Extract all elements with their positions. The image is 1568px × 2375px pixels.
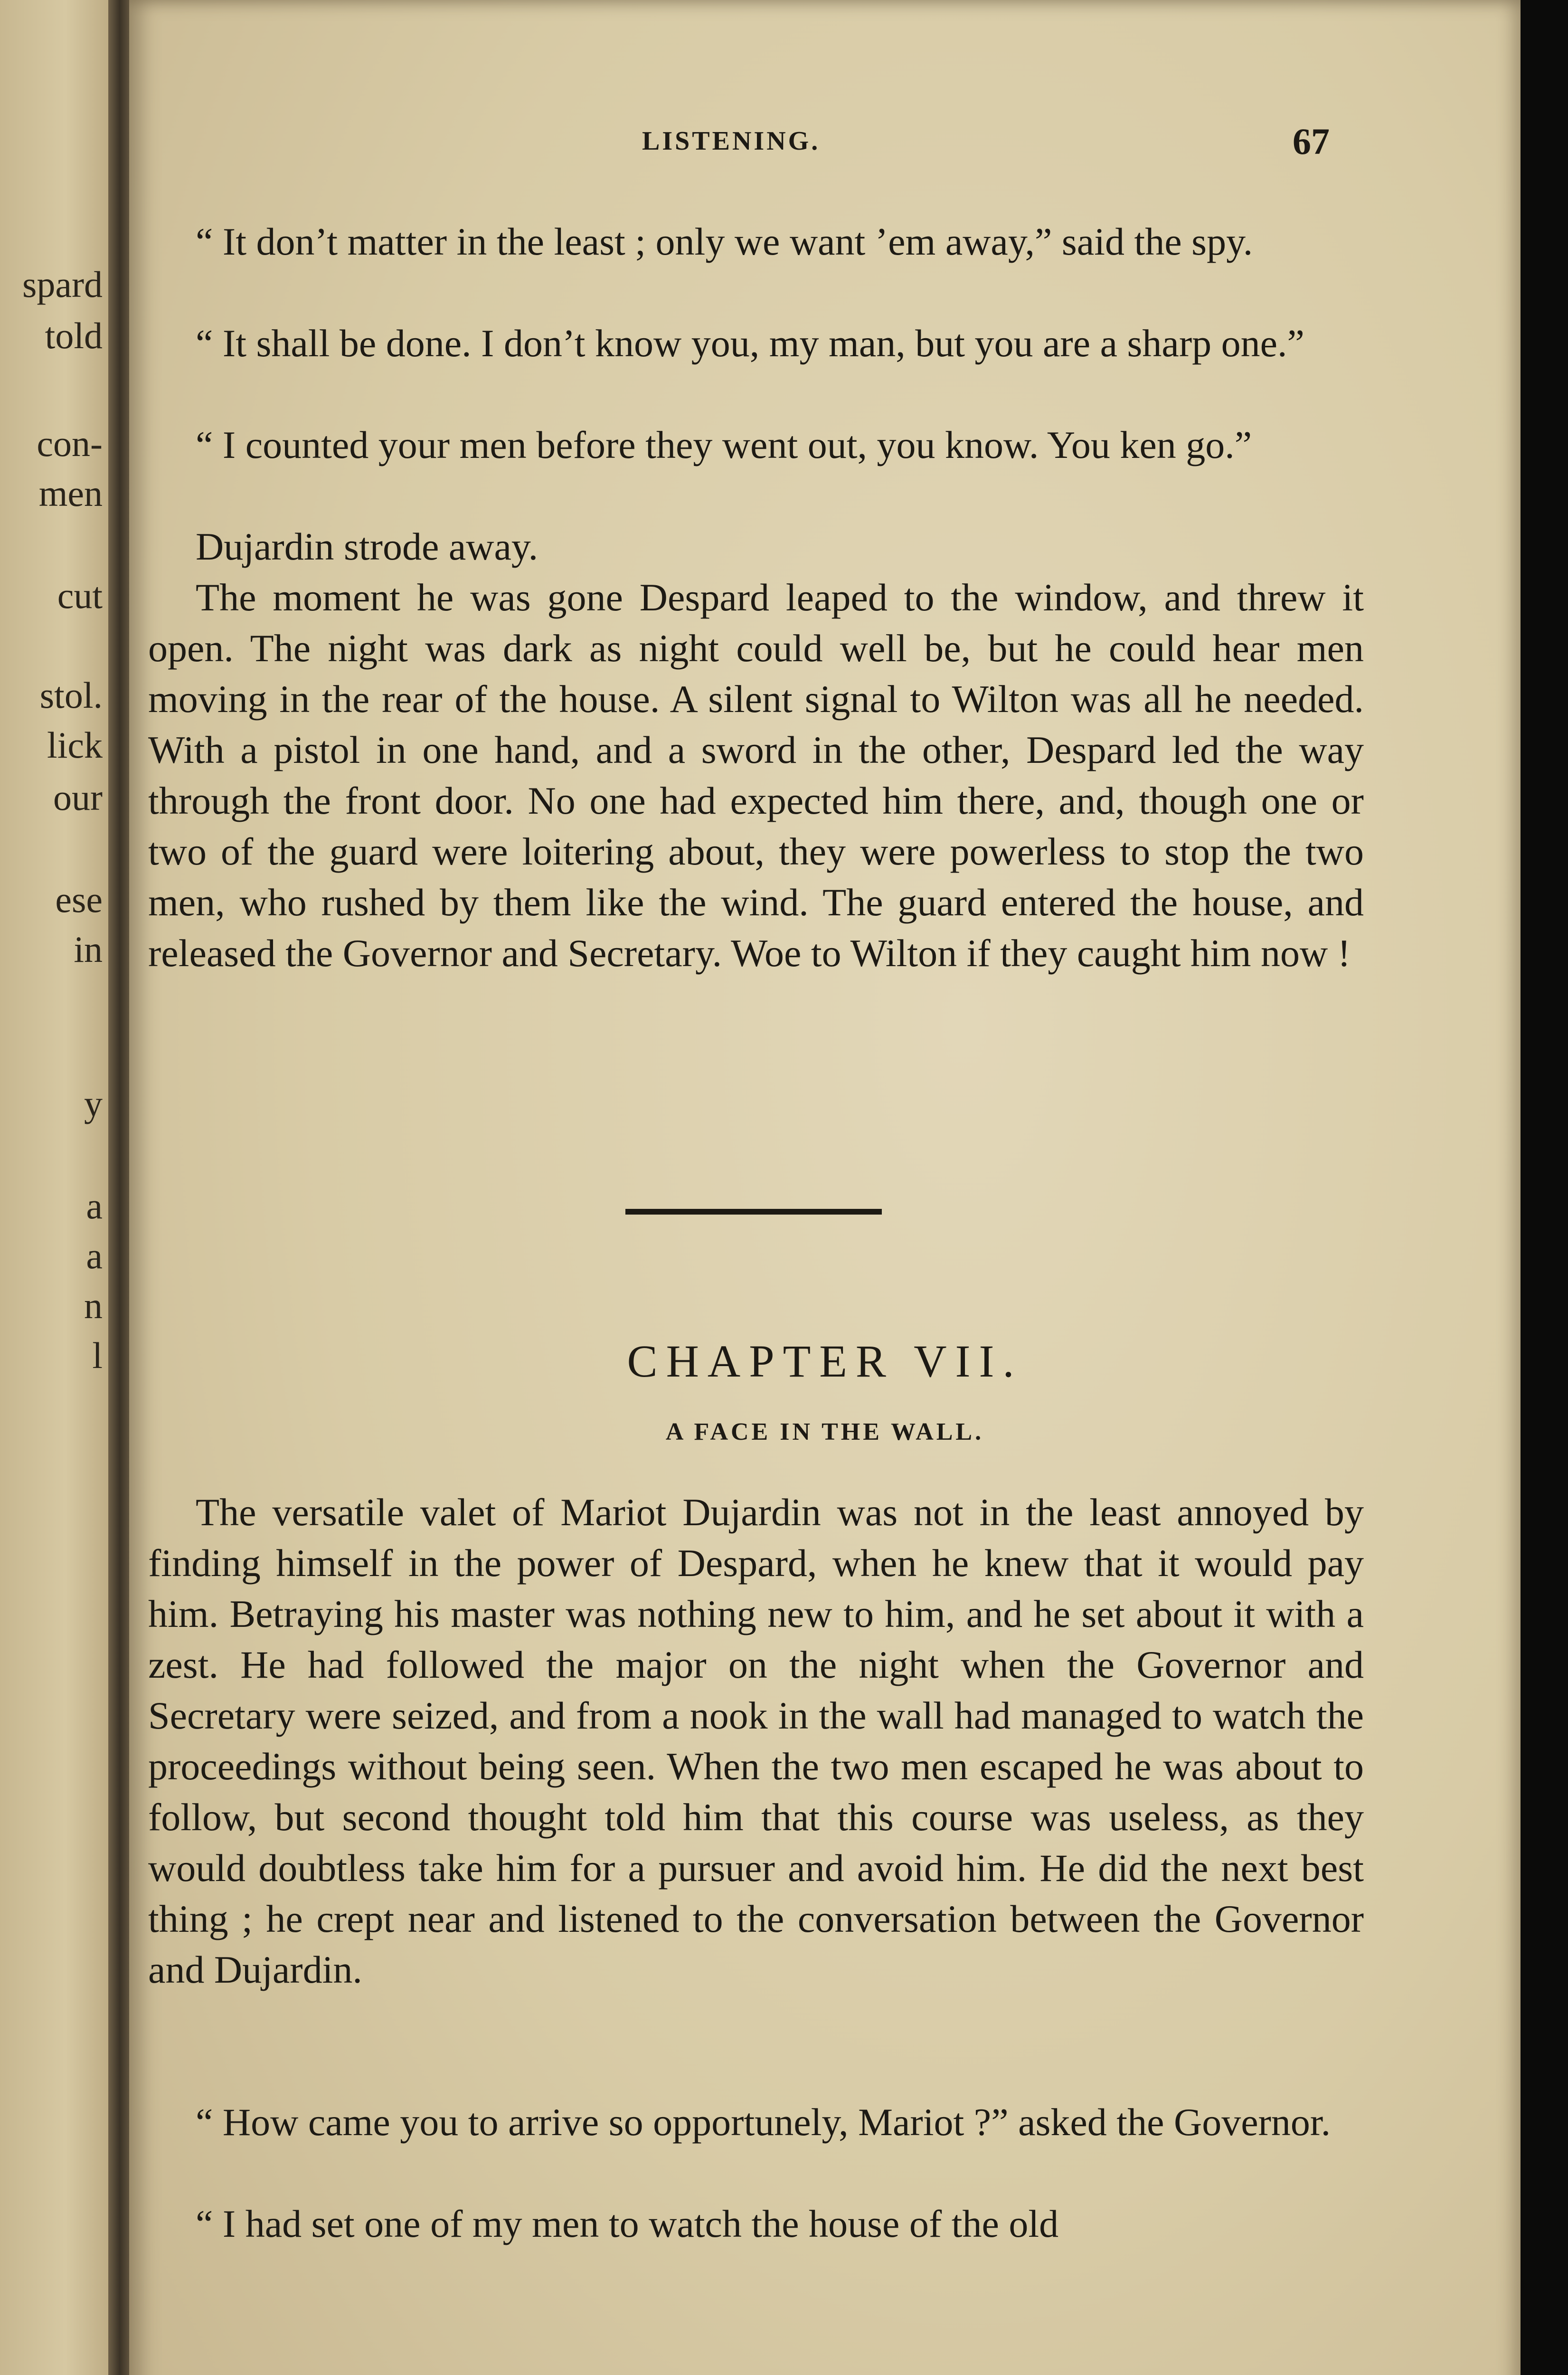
chapter-subtitle: A FACE IN THE WALL. xyxy=(665,1418,984,1445)
left-page-fragment: in xyxy=(74,929,103,970)
left-page-fragment: a xyxy=(86,1185,103,1226)
left-page-fragment: cut xyxy=(57,575,103,616)
page-header xyxy=(129,121,1521,169)
left-page-fragment: our xyxy=(53,777,103,818)
paragraph: The moment he was gone Despard leaped to the window, and threw it open. The night was dark as night could well be, but he could hear men moving in the rear of the house. A silent signal to Wilton was all he needed. With a pistol in one hand, and a sword in the other, Despard led the way through the front door. No one had expected him there, and, though one or two of the guard were loitering about, they were powerless to stop the two men, who rushed by them like the wind. The guard entered the house, and released the Governor and Secretary. Woe to Wilton if they caught him now ! xyxy=(148,576,1364,975)
left-page-fragment: lick xyxy=(47,724,103,766)
left-page-fragment: ese xyxy=(55,879,103,920)
left-page-fragment: l xyxy=(92,1335,103,1376)
left-page-fragment: told xyxy=(45,315,103,356)
paragraph: “ It shall be done. I don’t know you, my man, but you are a sharp one.” xyxy=(196,322,1304,365)
left-page-fragment: stol. xyxy=(39,674,103,716)
running-head: LISTENING. xyxy=(642,126,821,156)
page-number: 67 xyxy=(1293,121,1330,162)
left-page-fragment: y xyxy=(84,1083,103,1124)
paragraph: “ I counted your men before they went out, you know. You ken go.” xyxy=(196,423,1252,466)
right-page xyxy=(129,0,1521,2375)
paragraph: Dujardin strode away. xyxy=(196,525,538,568)
chapter-title: CHAPTER VII. xyxy=(627,1336,1023,1387)
left-page-fragment: con- xyxy=(37,423,103,464)
section-divider xyxy=(625,1209,882,1215)
left-page-fragment: n xyxy=(84,1285,103,1326)
left-page-fragment: spard xyxy=(22,264,103,305)
paragraph: “ How came you to arrive so opportunely, Mariot ?” asked the Governor. xyxy=(196,2100,1331,2144)
left-page-edge xyxy=(0,0,119,2375)
paragraph: The versatile valet of Mariot Dujardin was not in the least annoyed by finding himself in the power of Despard, when he knew that it would pay him. Betraying his master was nothing new to him, and he set about it with a zest. He had followed the major on the night when the Governor and Secretary were seized, and from a nook in the wall had managed to watch the proceedings without being seen. When the two men escaped he was about to follow, but second thought told him that this course was useless, as they would doubtless take him for a pursuer and avoid him. He did the next best thing ; he crept near and listened to the conversation between the Governor and Dujardin. xyxy=(148,1491,1364,1991)
paragraph: “ I had set one of my men to watch the house of the old xyxy=(196,2202,1059,2245)
paragraph: “ It don’t matter in the least ; only we want ’em away,” said the spy. xyxy=(196,220,1253,263)
left-page-fragment: a xyxy=(86,1235,103,1276)
left-page-fragment: men xyxy=(38,473,103,514)
